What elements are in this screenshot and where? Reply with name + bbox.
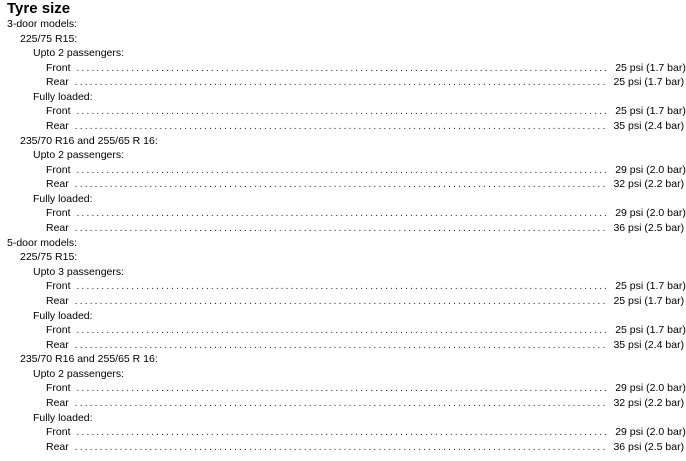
dot-leader: ...........................................................................................................: [74, 121, 608, 132]
dot-leader: ...........................................................................................................: [74, 77, 608, 88]
load-heading: Fully loaded:: [33, 193, 93, 205]
position-label: Rear: [46, 339, 69, 351]
position-label: Front: [46, 280, 71, 292]
pressure-row: [46, 440, 685, 454]
position-label: Front: [46, 164, 71, 176]
load-heading: Upto 2 passengers:: [33, 149, 125, 161]
pressure-value: 36 psi (2.5 bar): [613, 222, 685, 234]
position-label: Front: [46, 382, 71, 394]
pressure-row: [46, 381, 686, 395]
pressure-value: 29 psi (2.0 bar): [615, 207, 686, 219]
dot-leader: ...........................................................................................................: [74, 179, 608, 190]
position-label: Rear: [46, 441, 69, 453]
dot-leader: ...........................................................................................................: [76, 281, 610, 292]
dot-leader: ...........................................................................................................: [76, 165, 610, 176]
pressure-row: [46, 119, 685, 133]
dot-leader: ...........................................................................................................: [76, 325, 610, 336]
pressure-row: [46, 75, 685, 89]
pressure-row: [46, 61, 686, 75]
pressure-row: [46, 221, 685, 235]
dot-leader: ...........................................................................................................: [76, 106, 610, 117]
load-heading: Upto 2 passengers:: [33, 368, 125, 380]
pressure-row: [46, 104, 686, 118]
pressure-value: 25 psi (1.7 bar): [613, 76, 685, 88]
pressure-value: 32 psi (2.2 bar): [613, 178, 685, 190]
position-label: Front: [46, 62, 71, 74]
pressure-value: 32 psi (2.2 bar): [613, 397, 685, 409]
dot-leader: ...........................................................................................................: [76, 63, 610, 74]
dot-leader: ...........................................................................................................: [76, 208, 610, 219]
load-heading: Upto 3 passengers:: [33, 266, 125, 278]
dot-leader: ...........................................................................................................: [74, 442, 608, 453]
pressure-value: 29 psi (2.0 bar): [615, 164, 686, 176]
pressure-value: 25 psi (1.7 bar): [613, 295, 685, 307]
pressure-row: [46, 279, 686, 293]
pressure-value: 25 psi (1.7 bar): [615, 280, 686, 292]
dot-leader: ...........................................................................................................: [74, 340, 608, 351]
dot-leader: ...........................................................................................................: [74, 398, 608, 409]
tyre-size-heading: 225/75 R15:: [20, 251, 78, 263]
pressure-value: 29 psi (2.0 bar): [615, 426, 686, 438]
pressure-value: 35 psi (2.4 bar): [613, 339, 685, 351]
pressure-row: [46, 163, 686, 177]
load-heading: Fully loaded:: [33, 412, 93, 424]
pressure-value: 36 psi (2.5 bar): [613, 441, 685, 453]
position-label: Rear: [46, 178, 69, 190]
position-label: Rear: [46, 295, 69, 307]
position-label: Front: [46, 207, 71, 219]
position-label: Rear: [46, 397, 69, 409]
pressure-row: [46, 338, 685, 352]
pressure-row: [46, 294, 685, 308]
pressure-value: 25 psi (1.7 bar): [615, 105, 686, 117]
model-heading: 3-door models:: [7, 18, 78, 30]
pressure-row: [46, 425, 686, 439]
pressure-row: [46, 206, 686, 220]
pressure-value: 25 psi (1.7 bar): [615, 324, 686, 336]
tyre-size-heading: 235/70 R16 and 255/65 R 16:: [20, 135, 158, 147]
pressure-row: [46, 396, 685, 410]
pressure-value: 35 psi (2.4 bar): [613, 120, 685, 132]
pressure-value: 29 psi (2.0 bar): [615, 382, 686, 394]
position-label: Rear: [46, 222, 69, 234]
load-heading: Upto 2 passengers:: [33, 47, 125, 59]
pressure-row: [46, 177, 685, 191]
position-label: Front: [46, 105, 71, 117]
load-heading: Fully loaded:: [33, 91, 93, 103]
dot-leader: ...........................................................................................................: [76, 427, 610, 438]
model-heading: 5-door models:: [7, 237, 78, 249]
tyre-size-heading: 235/70 R16 and 255/65 R 16:: [20, 353, 158, 365]
dot-leader: ...........................................................................................................: [74, 296, 608, 307]
position-label: Rear: [46, 120, 69, 132]
load-heading: Fully loaded:: [33, 310, 93, 322]
pressure-value: 25 psi (1.7 bar): [615, 62, 686, 74]
position-label: Front: [46, 426, 71, 438]
position-label: Rear: [46, 76, 69, 88]
page-title: Tyre size: [7, 0, 71, 17]
tyre-size-heading: 225/75 R15:: [20, 33, 78, 45]
pressure-row: [46, 323, 686, 337]
dot-leader: ...........................................................................................................: [76, 383, 610, 394]
position-label: Front: [46, 324, 71, 336]
dot-leader: ...........................................................................................................: [74, 223, 608, 234]
